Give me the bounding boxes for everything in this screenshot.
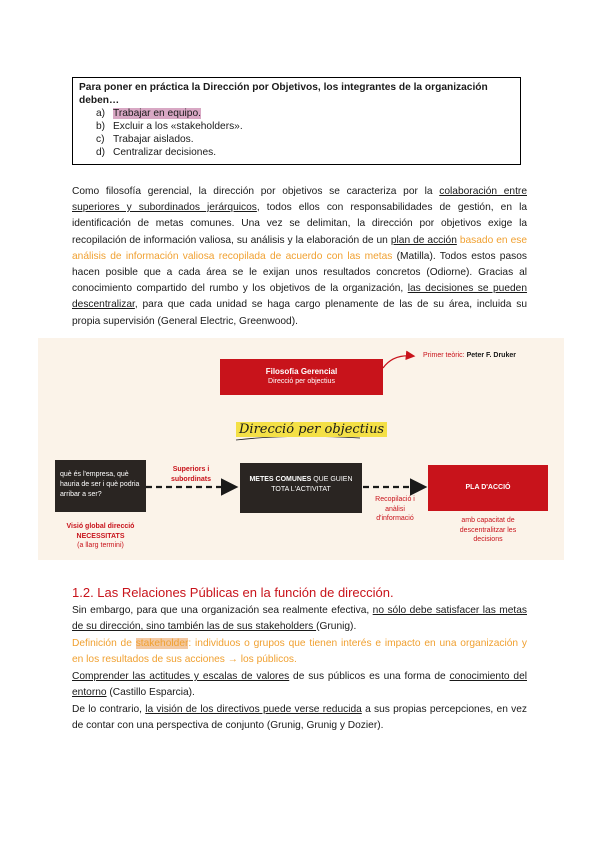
- intro-paragraph: Como filosofía gerencial, la dirección por objetivos se caracteriza por la colaboración entre superiores y subordinados jerárquicos, todos ellos con responsabilidades de gestión, en la identificación de metas comunes. Una vez se delimitan, la dirección por objetivos exige la recopilación de información valiosa, su análisis y la elaboración de un plan de acción basado en ese análisis de información valiosa recopilada de acuerdo con las metas (Matilla). Todos estos pasos hacen posible que a cada área se le exijan unos resultados concretos (Odiorne). Gracias al conocimiento compartido del rumbo y los objetivos de la organización, las decisiones se pueden descentralizar, para que cada unidad se haga cargo plenamente de las de su área, incluida su propia supervisión (General Electric, Greenwood).: [72, 186, 528, 327]
- pla-daccio-box: PLA D'ACCIÓ: [428, 465, 548, 511]
- arrow-theorist: [383, 356, 413, 368]
- quiz-option-a: a) Trabajar en equipo.: [96, 108, 201, 119]
- vision-question-box: què és l'empresa, què hauria de ser i què podria arribar a ser?: [55, 460, 146, 512]
- pla-daccio-caption: amb capacitat de descentralitzar les decisions: [459, 517, 517, 543]
- quiz-option-b: b) Excluir a los «stakeholders».: [96, 121, 243, 132]
- vision-caption: Visió global direcció NECESSITATS (a llarg termini): [66, 523, 135, 549]
- arrow-label-superiors: Superiors i subordinats: [170, 466, 212, 483]
- mbo-diagram: [38, 338, 564, 560]
- section-paragraph-stakeholder: Definición de stakeholder: individuos o grupos que tienen interés e impacto en una organización y en los resultados de sus acciones → los públicos.: [72, 638, 527, 666]
- section-paragraph-1: Sin embargo, para que una organización sea realmente efectiva, no sólo debe satisfacer las metas de su dirección, sino también las de sus stakeholders (Grunig).: [72, 605, 527, 633]
- quiz-box: [72, 77, 521, 165]
- section-paragraph-4: De lo contrario, la visión de los directivos puede verse reducida a sus propias percepciones, en vez de contar con una perspectiva de conjunto (Grunig, Grunig y Dozier).: [72, 704, 527, 732]
- quiz-option-d: d) Centralizar decisiones.: [96, 147, 217, 158]
- center-script-title: Direcció per objectius: [236, 422, 387, 437]
- section-heading: 1.2. Las Relaciones Públicas en la función de dirección.: [72, 585, 394, 600]
- filosofia-gerencial-box: Filosofia Gerencial Direcció per objectius: [220, 359, 383, 395]
- arrow-label-recopilacio: Recopilació i anàlisi d'informació: [375, 496, 415, 522]
- quiz-option-c: c) Trabajar aislados.: [96, 134, 194, 145]
- quiz-question: Para poner en práctica la Dirección por Objetivos, los integrantes de la organización deben…: [79, 82, 488, 106]
- theorist-note: Primer teòric: Peter F. Druker: [423, 352, 516, 359]
- metes-comunes-box: METES COMUNES QUE GUIEN TOTA L'ACTIVITAT: [240, 463, 362, 513]
- section-paragraph-3: Comprender las actitudes y escalas de valores de sus públicos es una forma de conocimiento del entorno (Castillo Esparcia).: [72, 671, 527, 699]
